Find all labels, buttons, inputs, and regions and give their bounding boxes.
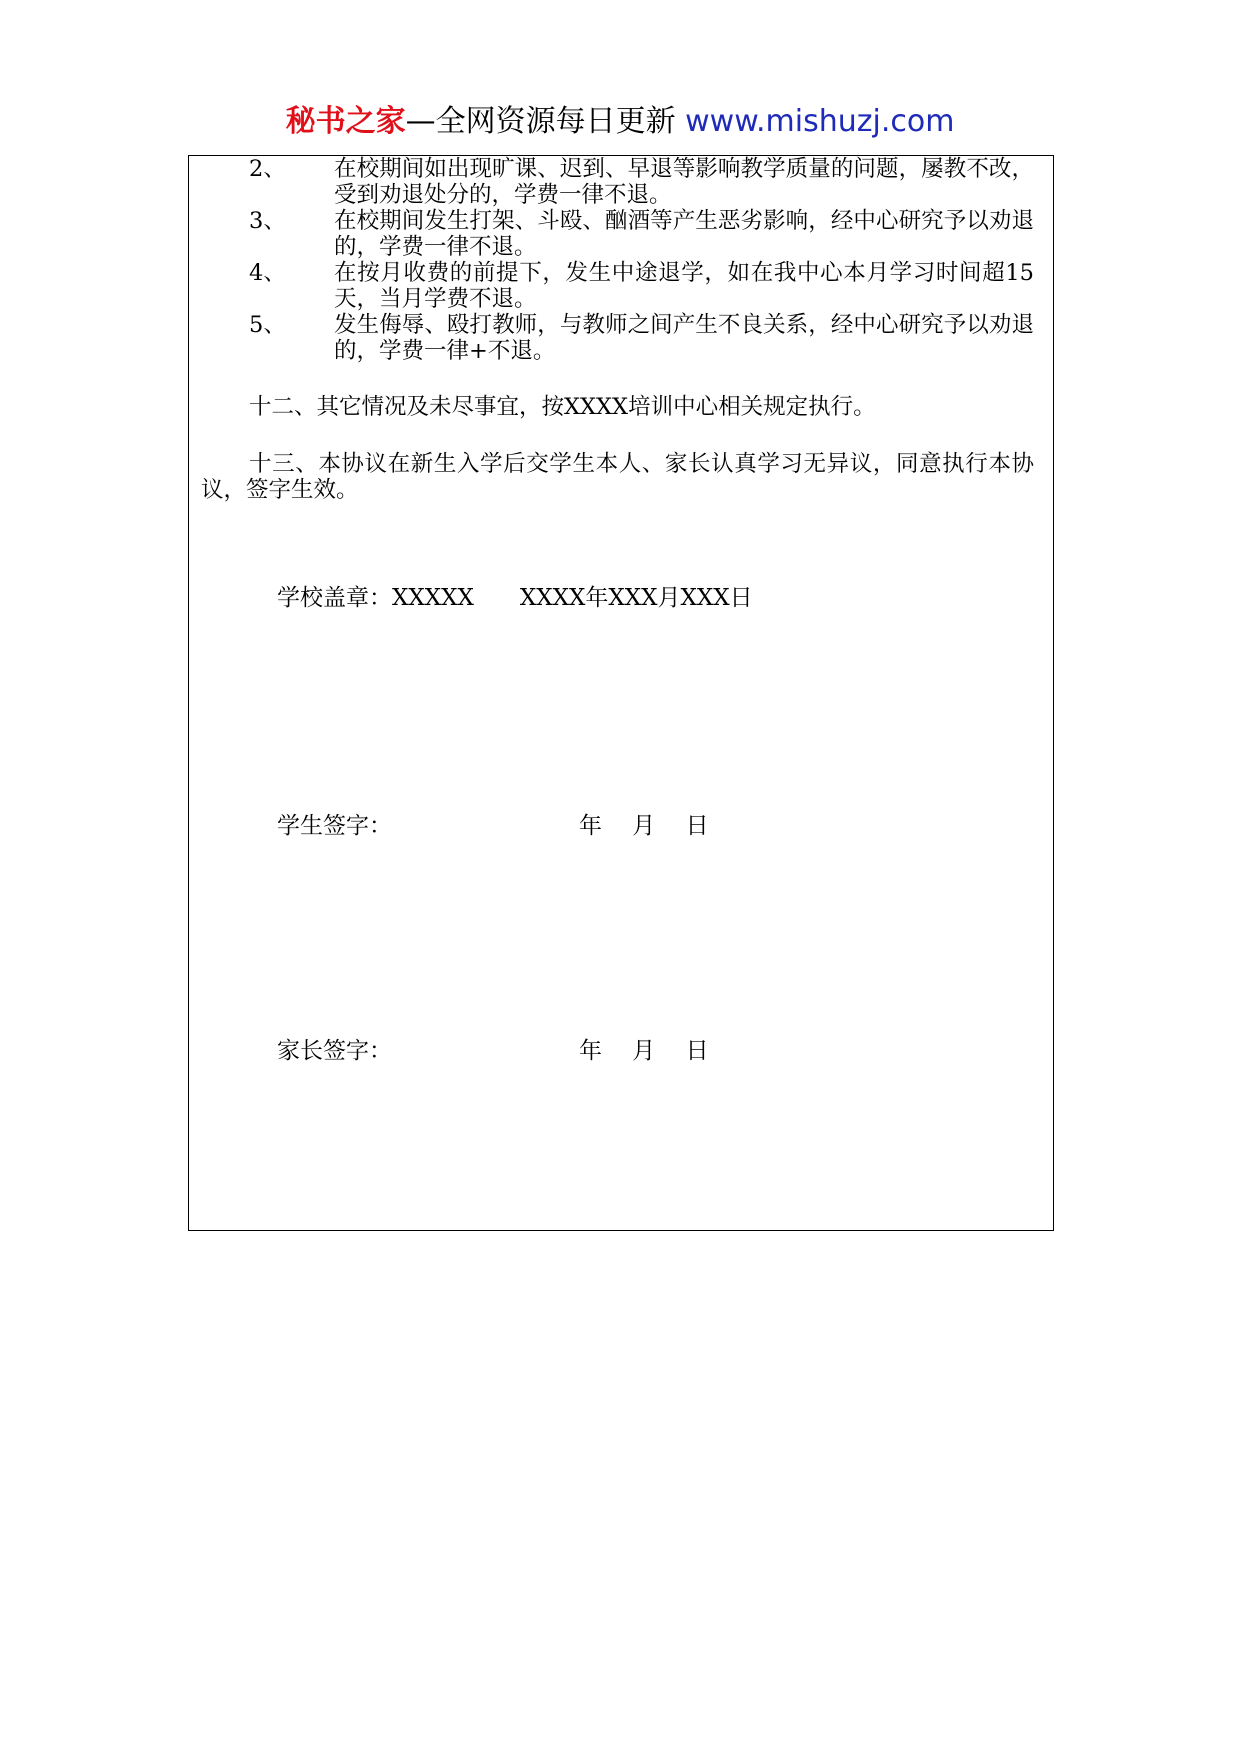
item-number: 4、: [249, 260, 286, 286]
item-text: 在校期间如出现旷课、迟到、早退等影响教学质量的问题，屡教不改，受到劝退处分的，学费一律不退。: [334, 156, 1034, 208]
site-banner: [0, 100, 1240, 144]
parent-signature-label: 家长签字：: [277, 1038, 392, 1064]
item-text: 在校期间发生打架、斗殴、酗酒等产生恶劣影响，经中心研究予以劝退的，学费一律不退。: [334, 208, 1034, 260]
item-number: 3、: [249, 208, 286, 234]
student-signature-line: [277, 812, 709, 840]
school-seal-line: 学校盖章：XXXXX XXXX年XXX月XXX日: [277, 585, 753, 611]
parent-signature-date: 年 月 日: [579, 1038, 709, 1064]
clause-thirteen: 十三、本协议在新生入学后交学生本人、家长认真学习无异议，同意执行本协议，签字生效。: [201, 451, 1034, 503]
banner-slogan: —全网资源每日更新: [405, 104, 686, 139]
student-signature-date: 年 月 日: [579, 813, 709, 839]
banner-url: www.mishuzj.com: [685, 104, 955, 139]
item-number: 5、: [249, 312, 286, 338]
item-text: 在按月收费的前提下，发生中途退学，如在我中心本月学习时间超15天，当月学费不退。: [334, 260, 1034, 312]
item-number: 2、: [249, 156, 286, 182]
item-text: 发生侮辱、殴打教师，与教师之间产生不良关系，经中心研究予以劝退的，学费一律+不退。: [334, 312, 1034, 364]
refund-rules-list: [249, 156, 1034, 364]
student-signature-label: 学生签字：: [277, 813, 392, 839]
list-item: [249, 260, 1034, 312]
list-item: [249, 312, 1034, 364]
parent-signature-line: [277, 1037, 709, 1065]
brand-name: 秘书之家: [285, 104, 406, 139]
agreement-frame: [188, 155, 1054, 1231]
clause-twelve: 十二、其它情况及未尽事宜，按XXXX培训中心相关规定执行。: [249, 394, 876, 420]
list-item: [249, 156, 1034, 208]
list-item: [249, 208, 1034, 260]
